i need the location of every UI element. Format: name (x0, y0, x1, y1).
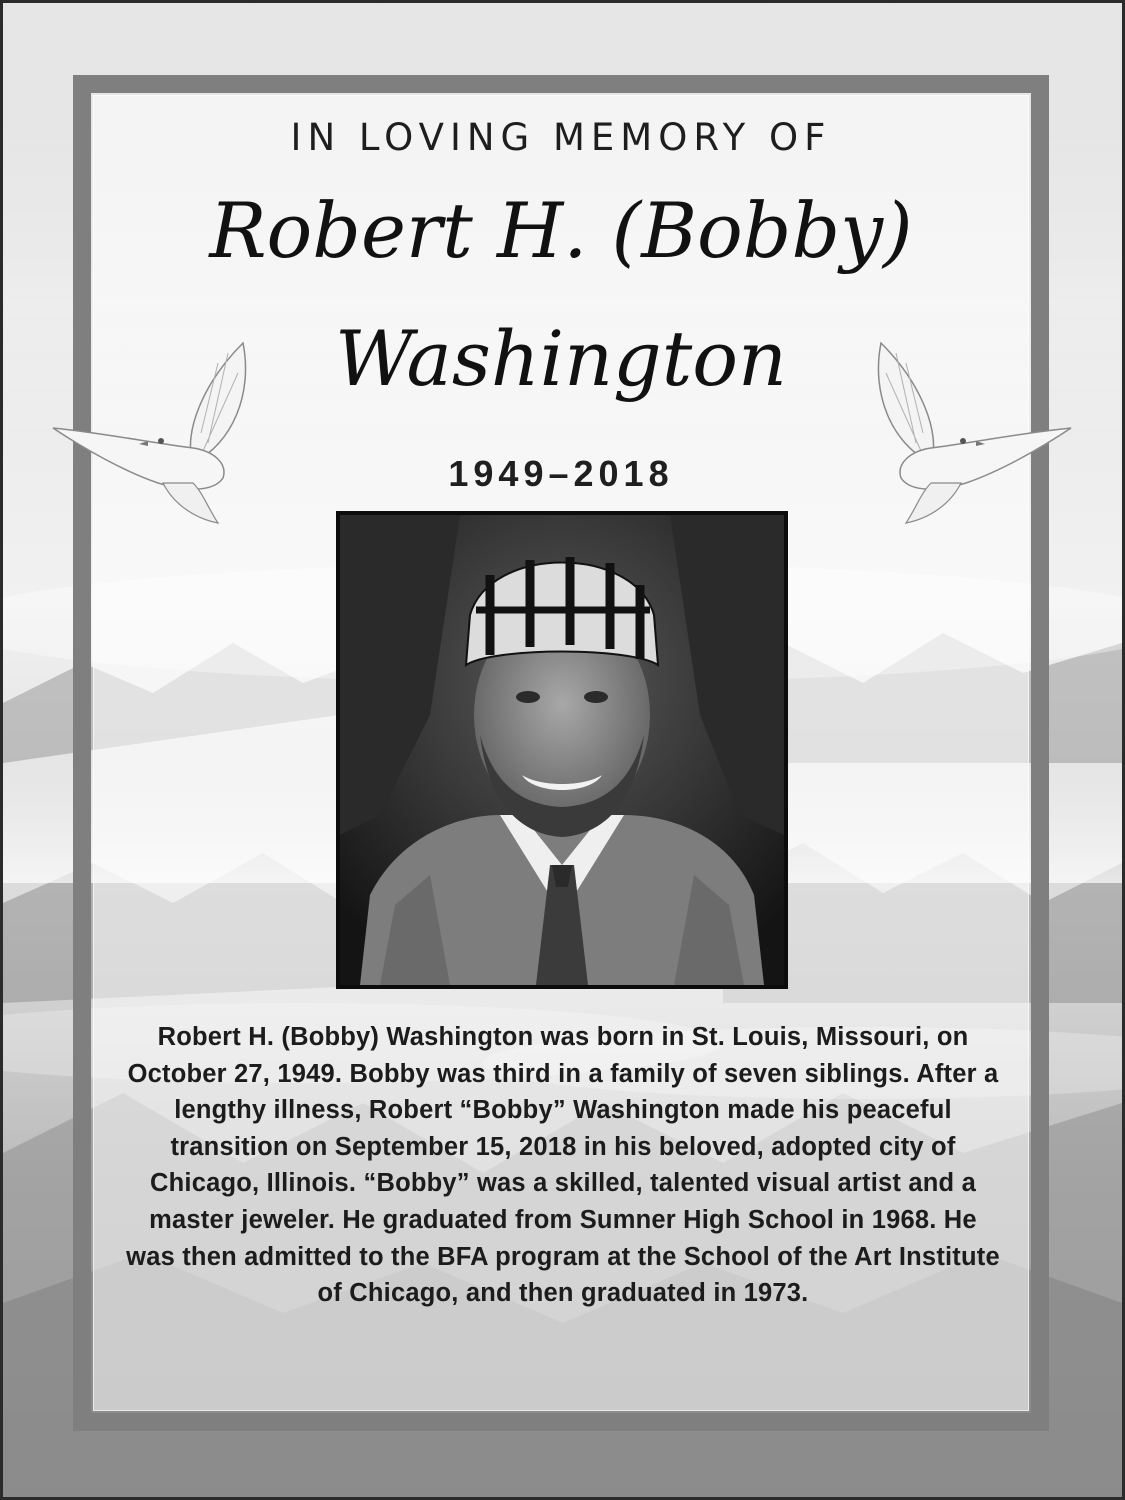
deceased-name-line-2: Washington (335, 314, 787, 403)
life-dates: 1949–2018 (448, 453, 674, 494)
dove-icon (43, 333, 283, 533)
biography-text: Robert H. (Bobby) Washington was born in St. Louis, Missouri, on October 27, 1949. Bobby was third in a family of seven siblings. After a lengthy illness, Robert “Bobby” Washington made his peaceful transition on September 15, 2018 in his beloved, adopted city of Chicago, Illinois. “Bobby” was a skilled, talented visual artist and a master jeweler. He graduated from Sumner High School in 1968. He was then admitted to the BFA program at the School of the Art Institute of Chicago, and then graduated in 1973. (126, 1023, 1000, 1308)
deceased-name-line-1: Robert H. (Bobby) (209, 186, 913, 275)
memorial-heading: IN LOVING MEMORY OF (290, 116, 832, 159)
portrait-photo (336, 511, 788, 989)
dove-icon (841, 333, 1081, 533)
